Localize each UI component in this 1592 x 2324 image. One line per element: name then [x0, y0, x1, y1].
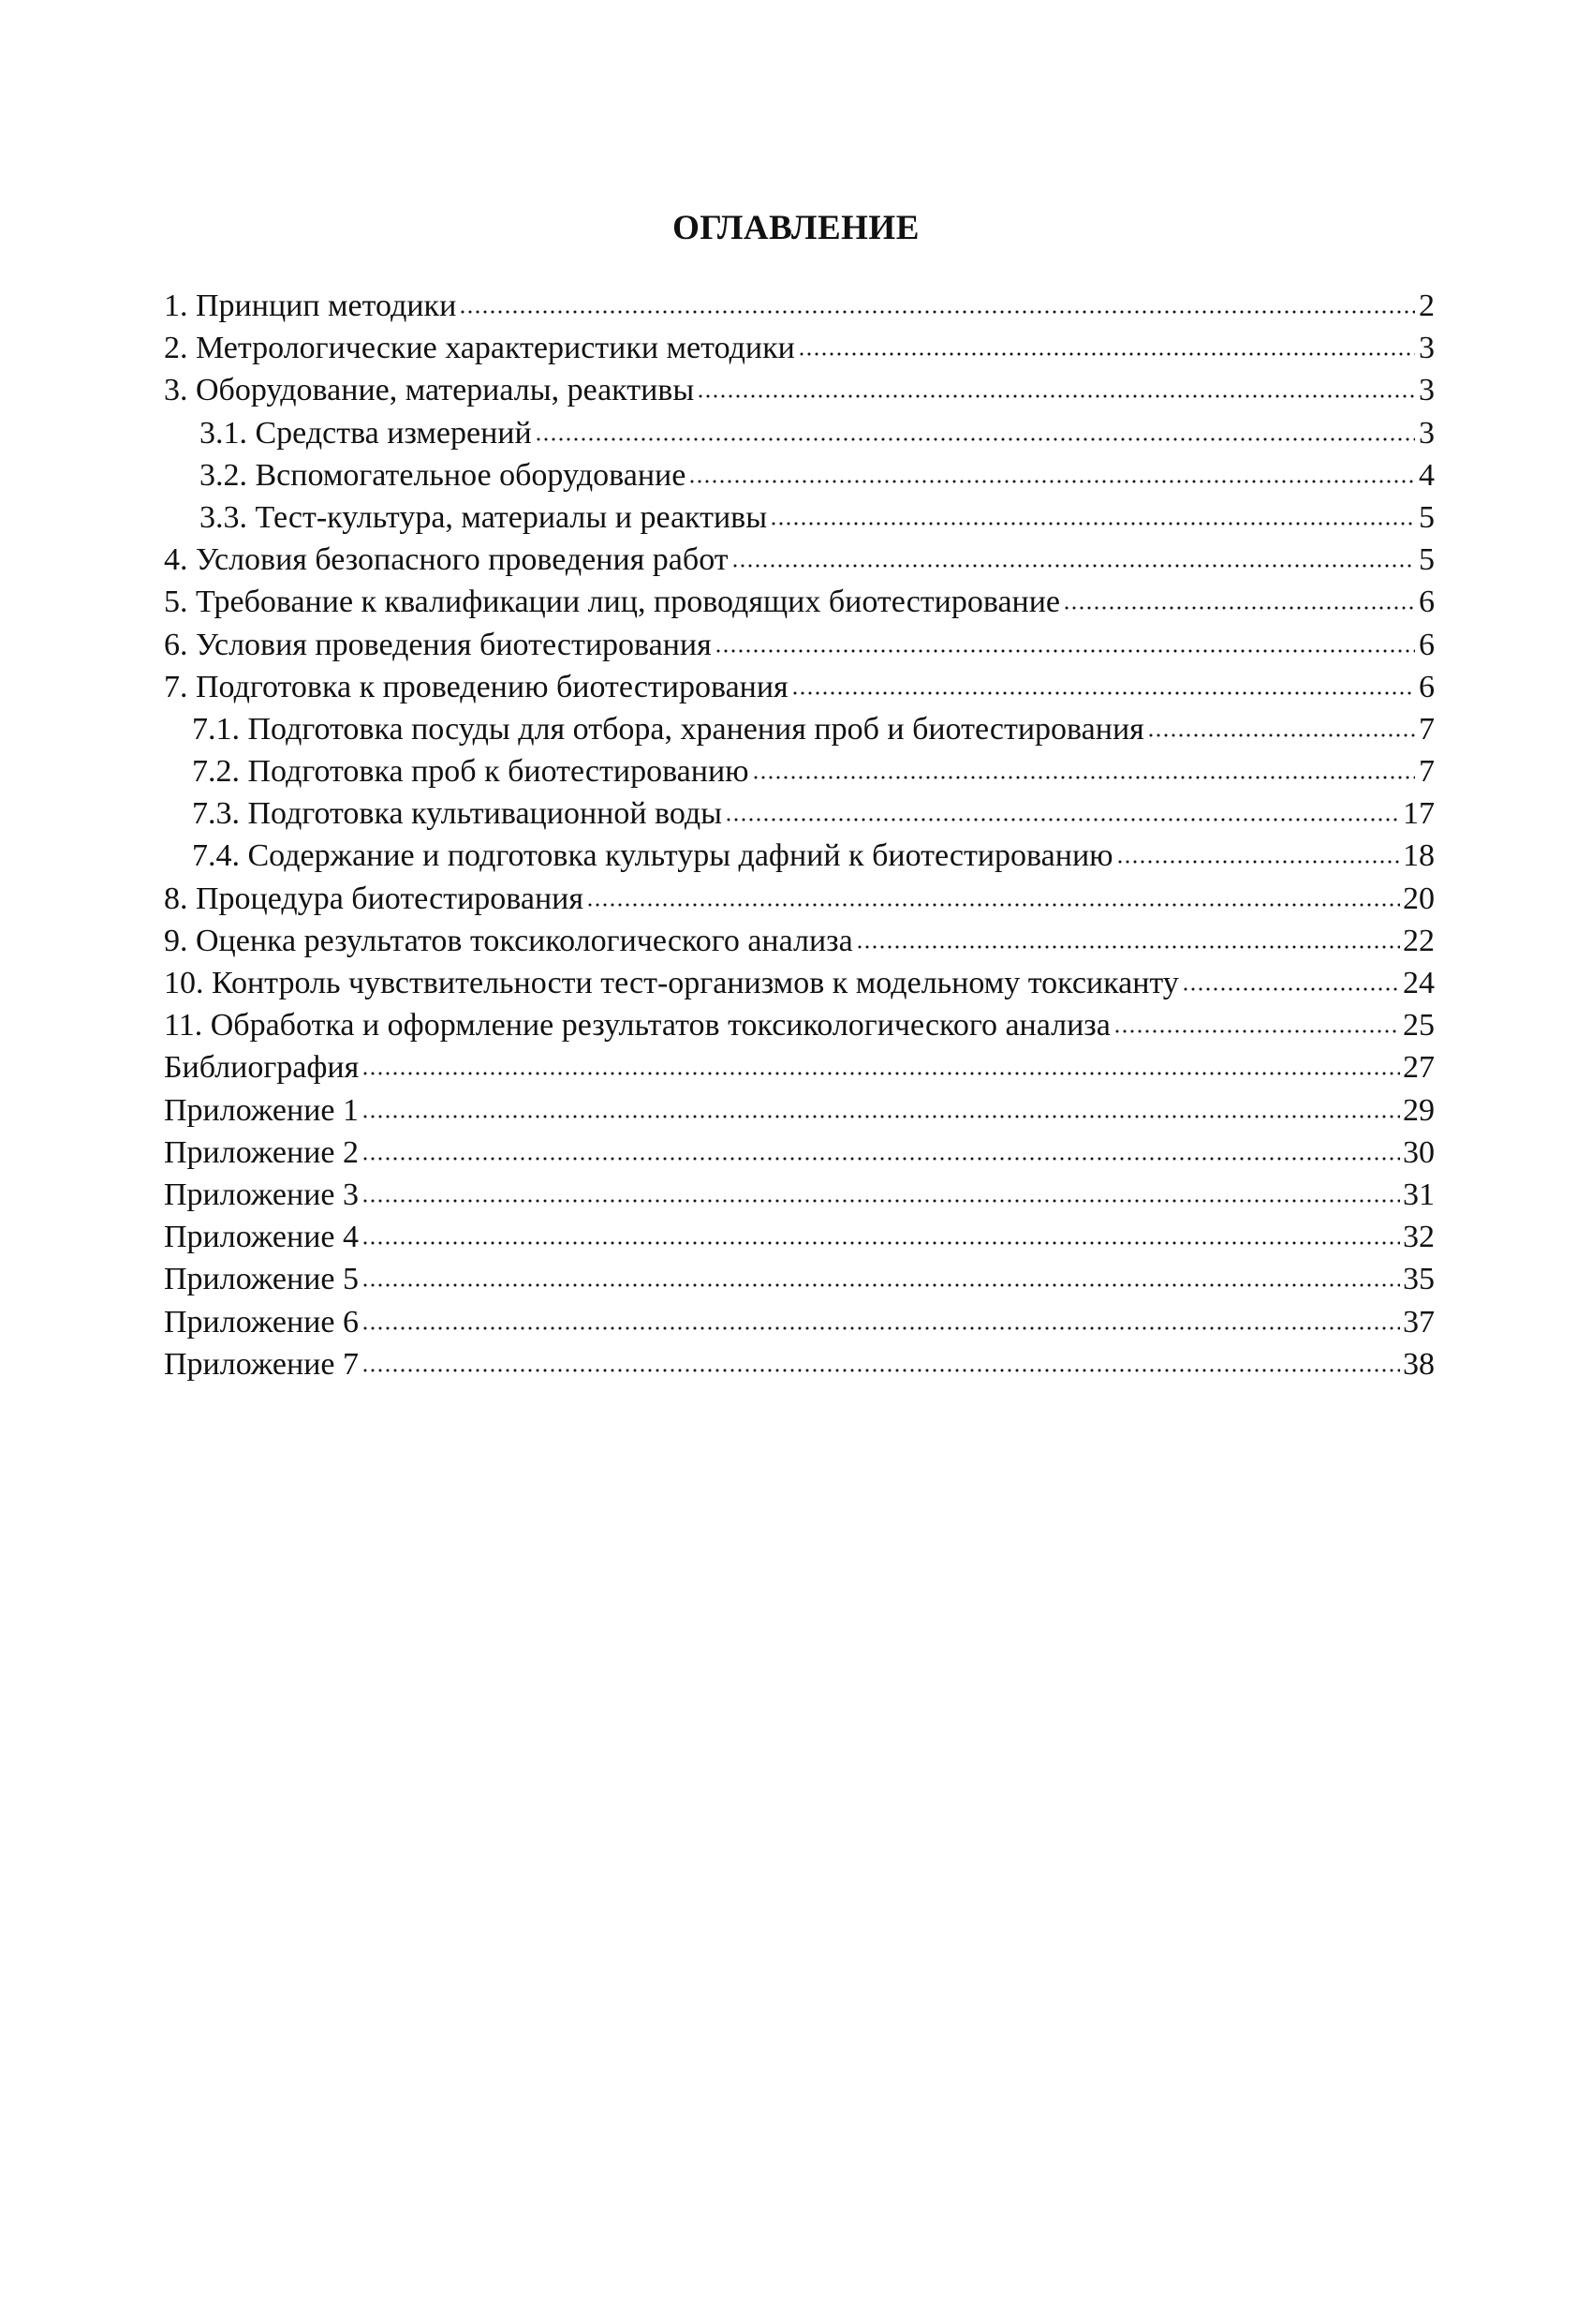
dot-leader	[1182, 987, 1400, 991]
toc-entry[interactable]	[164, 666, 1435, 708]
toc-entry-label: 11. Обработка и оформление результатов токсикологического анализа	[164, 1008, 1111, 1044]
toc-entry[interactable]	[164, 1046, 1435, 1088]
toc-entry-label: Приложение 6	[164, 1304, 359, 1340]
toc-entry[interactable]	[164, 327, 1435, 369]
dot-leader	[361, 1283, 1400, 1287]
toc-entry-page-number: 20	[1403, 881, 1435, 916]
toc-entry[interactable]	[164, 1343, 1435, 1385]
toc-entry-label: Библиография	[164, 1050, 360, 1086]
toc-entry-label: Приложение 2	[164, 1134, 359, 1170]
table-of-contents	[164, 285, 1435, 1385]
toc-entry-page-number: 2	[1419, 289, 1435, 323]
toc-entry[interactable]	[164, 835, 1435, 877]
dot-leader	[1113, 1029, 1400, 1033]
dot-leader	[731, 564, 1415, 568]
toc-entry[interactable]	[164, 285, 1435, 327]
dot-leader	[459, 310, 1415, 314]
dot-leader	[361, 1072, 1400, 1075]
toc-entry-page-number: 25	[1403, 1008, 1435, 1044]
toc-entry-page-number: 29	[1403, 1092, 1435, 1128]
dot-leader	[798, 352, 1415, 356]
toc-entry-label: 6. Условия проведения биотестирования	[164, 627, 712, 662]
toc-entry-label: 5. Требование к квалификации лиц, проводящих биотестирование	[164, 585, 1061, 620]
toc-entry-page-number: 7	[1419, 711, 1435, 747]
toc-entry[interactable]	[164, 1216, 1435, 1258]
toc-entry[interactable]	[164, 581, 1435, 623]
toc-entry[interactable]	[164, 708, 1435, 750]
toc-entry[interactable]	[164, 369, 1435, 411]
dot-leader	[361, 1157, 1400, 1161]
toc-entry-page-number: 6	[1419, 669, 1435, 704]
toc-entry-label: 2. Метрологические характеристики методики	[164, 331, 795, 366]
dot-leader	[752, 776, 1415, 779]
toc-entry-label: 7. Подготовка к проведению биотестирования	[164, 669, 789, 704]
dot-leader	[586, 903, 1400, 907]
toc-entry-page-number: 5	[1419, 499, 1435, 535]
toc-entry-page-number: 22	[1403, 923, 1435, 958]
toc-entry[interactable]	[164, 496, 1435, 539]
toc-entry-label: 10. Контроль чувствительности тест-организмов к модельному токсиканту	[164, 966, 1179, 1000]
dot-leader	[1116, 860, 1400, 864]
toc-entry-label: 7.3. Подготовка культивационной воды	[192, 796, 723, 832]
toc-entry-page-number: 7	[1419, 754, 1435, 790]
toc-entry-label: Приложение 7	[164, 1346, 359, 1382]
toc-entry-label: Приложение 1	[164, 1092, 359, 1128]
toc-entry-label: 3.3. Тест-культура, материалы и реактивы	[199, 499, 768, 535]
dot-leader	[697, 394, 1415, 398]
toc-entry-page-number: 37	[1403, 1304, 1435, 1340]
toc-entry-page-number: 4	[1419, 457, 1435, 493]
toc-entry-page-number: 3	[1419, 415, 1435, 451]
dot-leader	[361, 1199, 1400, 1203]
toc-entry[interactable]	[164, 878, 1435, 920]
toc-entry-label: 3. Оборудование, материалы, реактивы	[164, 373, 695, 408]
toc-entry-page-number: 35	[1403, 1262, 1435, 1297]
toc-entry[interactable]	[164, 1258, 1435, 1300]
dot-leader	[715, 649, 1415, 653]
dot-leader	[688, 480, 1415, 483]
dot-leader	[535, 437, 1415, 441]
toc-entry-label: 3.1. Средства измерений	[199, 415, 532, 451]
toc-entry[interactable]	[164, 792, 1435, 835]
toc-entry-label: 1. Принцип методики	[164, 289, 457, 323]
toc-entry[interactable]	[164, 750, 1435, 792]
dot-leader	[770, 522, 1415, 525]
toc-entry-page-number: 6	[1419, 585, 1435, 620]
toc-entry-label: 7.4. Содержание и подготовка культуры дафний к биотестированию	[192, 838, 1113, 874]
toc-entry-page-number: 30	[1403, 1134, 1435, 1170]
dot-leader	[725, 818, 1400, 822]
toc-entry[interactable]	[164, 1132, 1435, 1174]
dot-leader	[1063, 606, 1415, 610]
toc-entry[interactable]	[164, 1004, 1435, 1046]
toc-entry-page-number: 24	[1403, 966, 1435, 1000]
toc-entry-page-number: 5	[1419, 542, 1435, 578]
toc-entry[interactable]	[164, 454, 1435, 496]
toc-entry-label: 9. Оценка результатов токсикологического анализа	[164, 923, 853, 958]
toc-entry-label: Приложение 5	[164, 1262, 359, 1297]
toc-entry-label: 7.2. Подготовка проб к биотестированию	[192, 754, 749, 790]
toc-title: ОГЛАВЛЕНИЕ	[672, 209, 920, 247]
toc-entry-page-number: 38	[1403, 1346, 1435, 1382]
dot-leader	[791, 691, 1415, 695]
dot-leader	[361, 1369, 1400, 1372]
dot-leader	[361, 1326, 1400, 1330]
toc-entry[interactable]	[164, 1089, 1435, 1132]
toc-entry-label: Приложение 4	[164, 1220, 359, 1255]
toc-entry[interactable]	[164, 1174, 1435, 1216]
toc-entry[interactable]	[164, 539, 1435, 581]
toc-entry[interactable]	[164, 412, 1435, 454]
toc-entry[interactable]	[164, 624, 1435, 666]
toc-entry-page-number: 32	[1403, 1220, 1435, 1255]
toc-entry-page-number: 31	[1403, 1177, 1435, 1212]
toc-entry-page-number: 3	[1419, 373, 1435, 408]
toc-entry-label: 3.2. Вспомогательное оборудование	[199, 457, 686, 493]
toc-entry[interactable]	[164, 1301, 1435, 1343]
toc-entry-page-number: 3	[1419, 331, 1435, 366]
dot-leader	[361, 1115, 1400, 1118]
dot-leader	[1147, 733, 1415, 737]
dot-leader	[856, 945, 1400, 949]
toc-entry-page-number: 6	[1419, 627, 1435, 662]
toc-entry[interactable]	[164, 920, 1435, 962]
toc-entry-label: 7.1. Подготовка посуды для отбора, хранения проб и биотестирования	[192, 711, 1144, 747]
toc-entry-page-number: 18	[1403, 838, 1435, 874]
toc-entry-label: Приложение 3	[164, 1177, 359, 1212]
toc-entry-label: 8. Процедура биотестирования	[164, 881, 583, 916]
toc-entry-label: 4. Условия безопасного проведения работ	[164, 542, 729, 578]
toc-entry-page-number: 17	[1403, 796, 1435, 832]
dot-leader	[361, 1241, 1400, 1245]
toc-entry[interactable]	[164, 962, 1435, 1004]
toc-entry-page-number: 27	[1403, 1050, 1435, 1086]
